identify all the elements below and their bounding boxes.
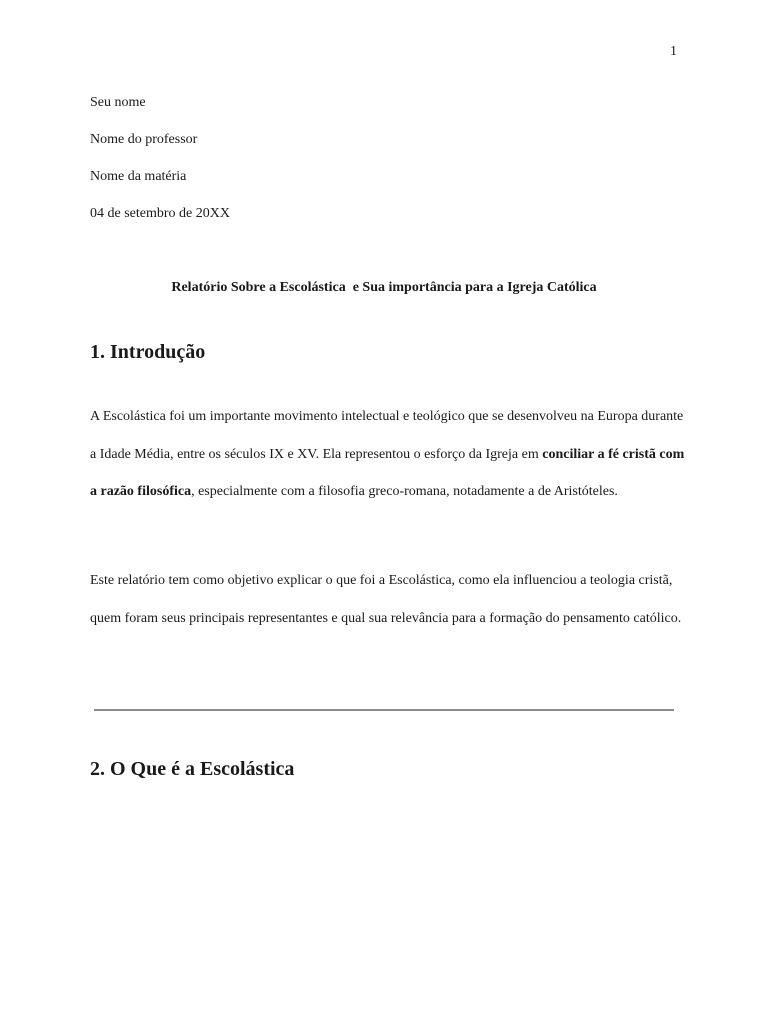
section-heading-introduction: 1. Introdução <box>90 341 206 363</box>
intro-paragraph-1-text-start: A Escolástica foi um importante movimento intelectual e teológico que se desenvolveu na Europa durante a Idade Média, entre os séculos IX e XV. Ela representou o esforço da Igreja em <box>90 409 684 462</box>
intro-paragraph-1-text-end: , especialmente com a filosofia greco-romana, notadamente a de Aristóteles. <box>191 484 618 499</box>
horizontal-divider <box>94 709 674 711</box>
page-number: 1 <box>670 44 677 59</box>
intro-paragraph-2: Este relatório tem como objetivo explicar o que foi a Escolástica, como ela influenciou a teologia cristã, quem foram seus principais representantes e qual sua relevância para a formação do pensamento católico. <box>90 573 682 626</box>
student-name: Seu nome <box>90 95 146 110</box>
document-date: 04 de setembro de 20XX <box>90 206 230 221</box>
section-heading-what-is-scholasticism: 2. O Que é a Escolástica <box>90 758 295 780</box>
subject-name: Nome da matéria <box>90 169 187 184</box>
document-title: Relatório Sobre a Escolástica e Sua importância para a Igreja Católica <box>171 280 597 295</box>
header-block <box>90 94 230 242</box>
intro-paragraph-1 <box>90 398 690 511</box>
intro-paragraph-1-bold-phrase: conciliar a fé cristã com a razão filosófica <box>90 446 685 499</box>
professor-name: Nome do professor <box>90 132 198 147</box>
